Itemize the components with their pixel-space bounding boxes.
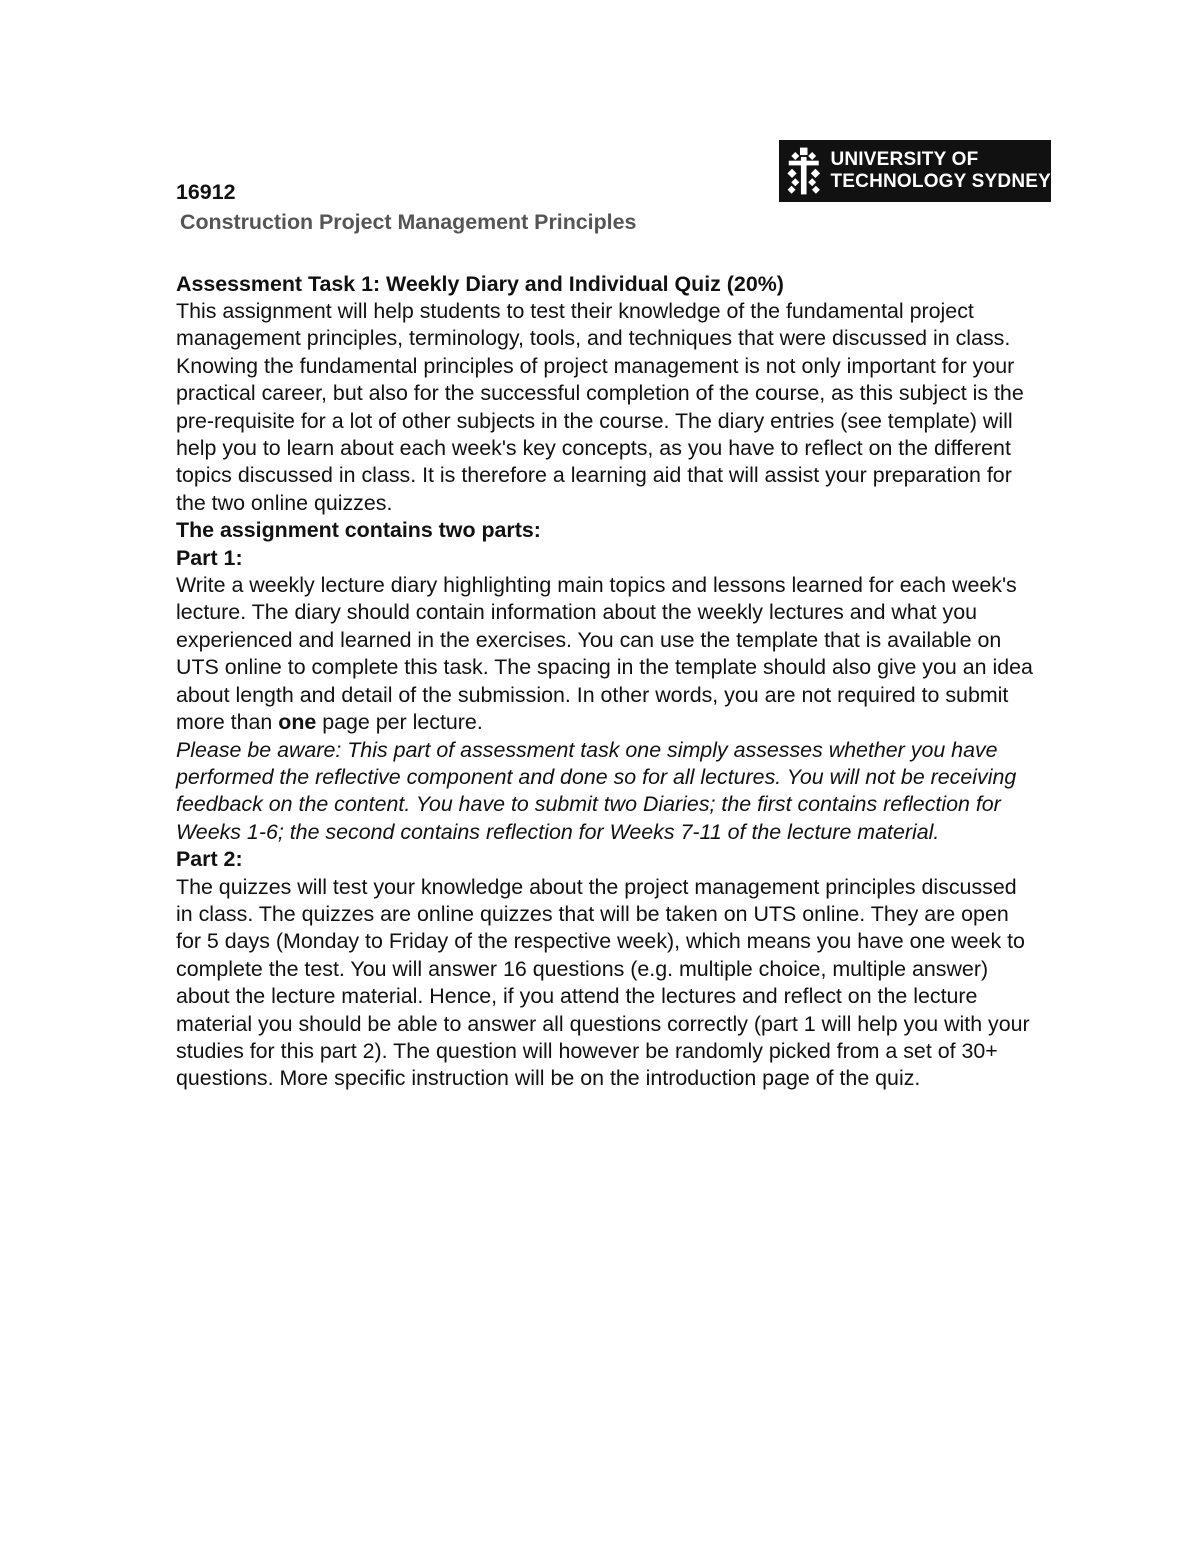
part1-paragraph [176, 572, 1036, 736]
part1-note: Please be aware: This part of assessment task one simply assesses whether you have performed the reflective component and done so for all lectures. You will not be receiving feedback on the content. You have to submit two Diaries; the first contains reflection for Weeks 1-6; the second contains reflection for Weeks 7-11 of the lecture material. [176, 737, 1017, 844]
part2-heading: Part 2: [176, 847, 243, 872]
document-content [176, 178, 1036, 1093]
parts-heading: The assignment contains two parts: [176, 518, 541, 543]
part1-text-after: page per lecture. [316, 710, 483, 735]
subject-code: 16912 [176, 180, 236, 204]
logo-line-1: UNIVERSITY OF [830, 149, 979, 170]
part1-text-before: Write a weekly lecture diary highlighting main topics and lessons learned for each week's lecture. The diary should contain information about the weekly lectures and what you experienced and learned in the exercises. You can use the template that is available on UTS online to complete this task. The spacing in the template should also give you an idea about length and detail of the submission. In other words, you are not required to submit more than [176, 573, 1033, 735]
intro-paragraph: This assignment will help students to test their knowledge of the fundamental project management principles, terminology, tools, and techniques that were discussed in class. Knowing the fundamental principles of project management is not only important for your practical career, but also for the successful completion of the course, as this subject is the pre-requisite for a lot of other subjects in the course. The diary entries (see template) will help you to learn about each week's key concepts, as you have to reflect on the different topics discussed in class. It is therefore a learning aid that will assist your preparation for the two online quizzes. [176, 299, 1024, 515]
part2-paragraph: The quizzes will test your knowledge about the project management principles discussed in class. The quizzes are online quizzes that will be taken on UTS online. They are open for 5 days (Monday to Friday of the respective week), which means you have one week to complete the test. You will answer 16 questions (e.g. multiple choice, multiple answer) about the lecture material. Hence, if you attend the lectures and reflect on the lecture material you should be able to answer all questions correctly (part 1 will help you with your studies for this part 2). The question will however be randomly picked from a set of 30+ questions. More specific instruction will be on the introduction page of the quiz. [176, 874, 1030, 1091]
part1-text-bold: one [278, 710, 317, 735]
logo-line-2: TECHNOLOGY SYDNEY [830, 171, 1051, 192]
assessment-heading: Assessment Task 1: Weekly Diary and Individual Quiz (20%) [176, 272, 784, 296]
part1-heading: Part 1: [176, 545, 243, 570]
subject-name: Construction Project Management Principles [180, 210, 637, 234]
